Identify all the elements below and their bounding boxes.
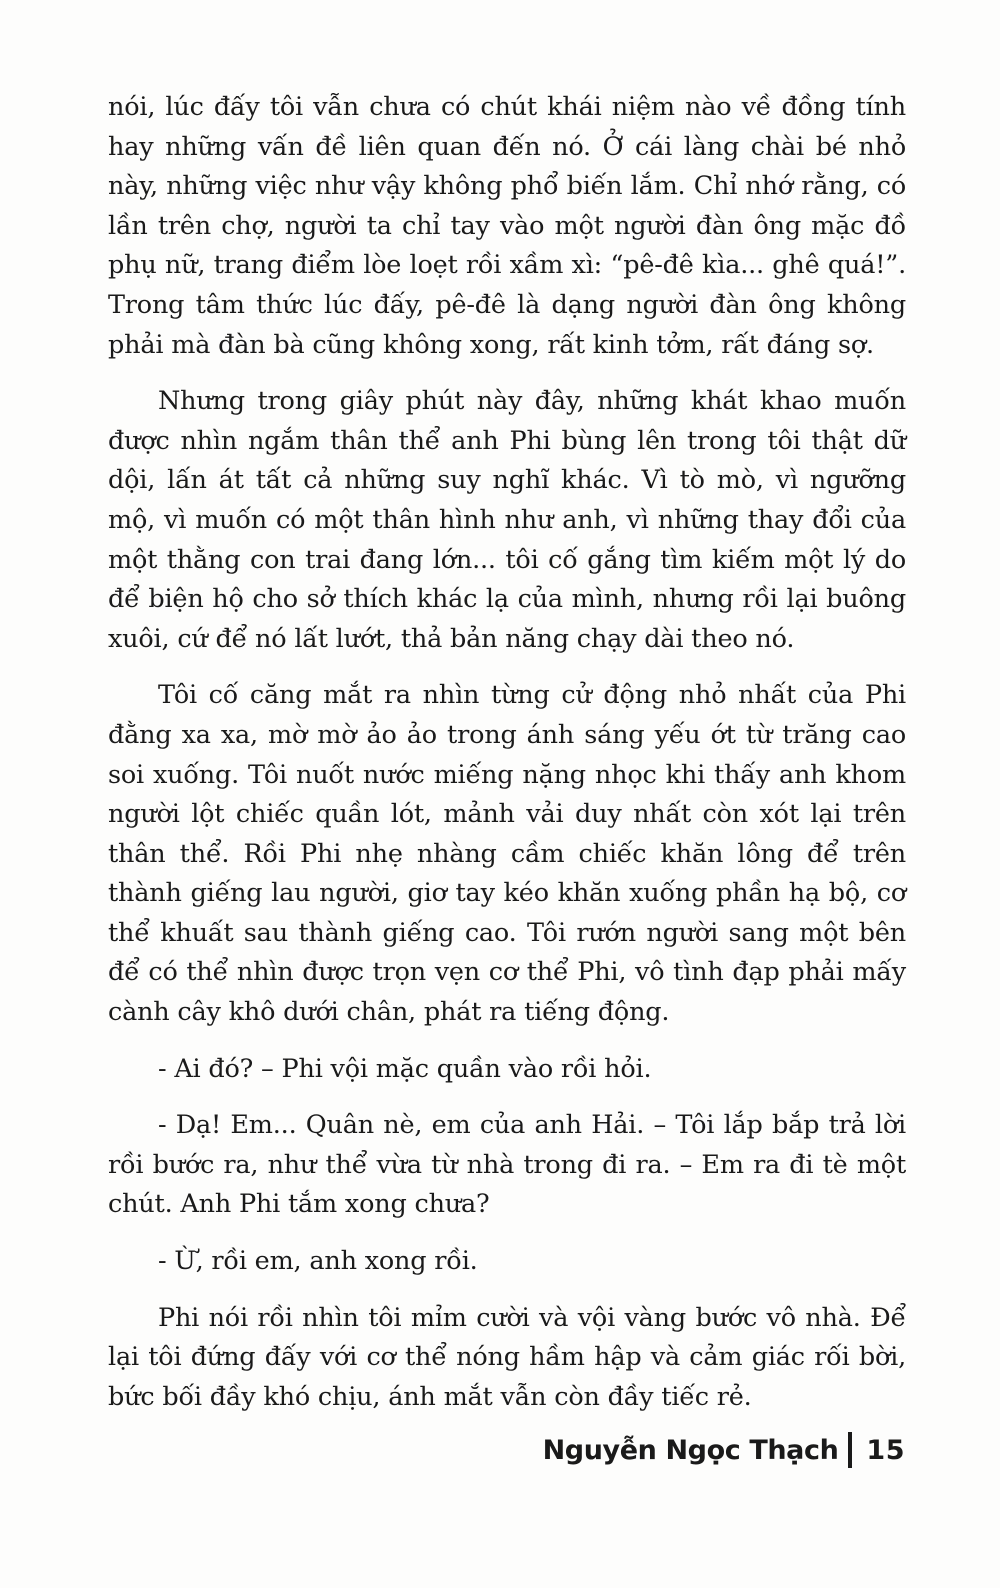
paragraph-1: nói, lúc đấy tôi vẫn chưa có chút khái niệm nào về đồng tính hay những vấn đề liên quan đến nó. Ở cái làng chài bé nhỏ này, những việc như vậy không phổ biến lắm. Chỉ nhớ rằng, có lần trên chợ, người ta chỉ tay vào một người đàn ông mặc đồ phụ nữ, trang điểm lòe loẹt rồi xầm xì: “pê-đê kìa... ghê quá!”. Trong tâm thức lúc đấy, pê-đê là dạng người đàn ông không phải mà đàn bà cũng không xong, rất kinh tởm, rất đáng sợ. [108, 92, 906, 360]
paragraph-7: Phi nói rồi nhìn tôi mỉm cười và vội vàng bước vô nhà. Để lại tôi đứng đấy với cơ thể nóng hầm hập và cảm giác rối bời, bức bối đầy khó chịu, ánh mắt vẫn còn đầy tiếc rẻ. [108, 1302, 906, 1412]
paragraph-4: - Ai đó? – Phi vội mặc quần vào rồi hỏi. [158, 1053, 652, 1084]
paragraph-6: - Ừ, rồi em, anh xong rồi. [158, 1246, 478, 1277]
page-footer [543, 1428, 905, 1472]
paragraph-2: Nhưng trong giây phút này đây, những khát khao muốn được nhìn ngắm thân thể anh Phi bùng lên trong tôi thật dữ dội, lấn át tất cả những suy nghĩ khác. Vì tò mò, vì ngưỡng mộ, vì muốn có một thân hình như anh, vì những thay đổi của một thằng con trai đang lớn... tôi cố gắng tìm kiếm một lý do để biện hộ cho sở thích khác lạ của mình, nhưng rồi lại buông xuôi, cứ để nó lất lướt, thả bản năng chạy dài theo nó. [108, 386, 906, 654]
page-number: 15 [866, 1434, 905, 1466]
paragraph-3: Tôi cố căng mắt ra nhìn từng cử động nhỏ nhất của Phi đằng xa xa, mờ mờ ảo ảo trong ánh sáng yếu ớt từ trăng cao soi xuống. Tôi nuốt nước miếng nặng nhọc khi thấy anh khom người lột chiếc quần lót, mảnh vải duy nhất còn xót lại trên thân thể. Rồi Phi nhẹ nhàng cầm chiếc khăn lông để trên thành giếng lau người, giơ tay kéo khăn xuống phần hạ bộ, cơ thể khuất sau thành giếng cao. Tôi rướn người sang một bên để có thể nhìn được trọn vẹn cơ thể Phi, vô tình đạp phải mấy cành cây khô dưới chân, phát ra tiếng động. [108, 680, 906, 1028]
author-name: Nguyễn Ngọc Thạch [542, 1434, 839, 1466]
body-text [108, 88, 906, 1434]
footer-divider [848, 1432, 852, 1468]
paragraph-5: - Dạ! Em... Quân nè, em của anh Hải. – Tôi lắp bắp trả lời rồi bước ra, như thể vừa từ nhà trong đi ra. – Em ra đi tè một chút. Anh Phi tắm xong chưa? [108, 1110, 906, 1220]
